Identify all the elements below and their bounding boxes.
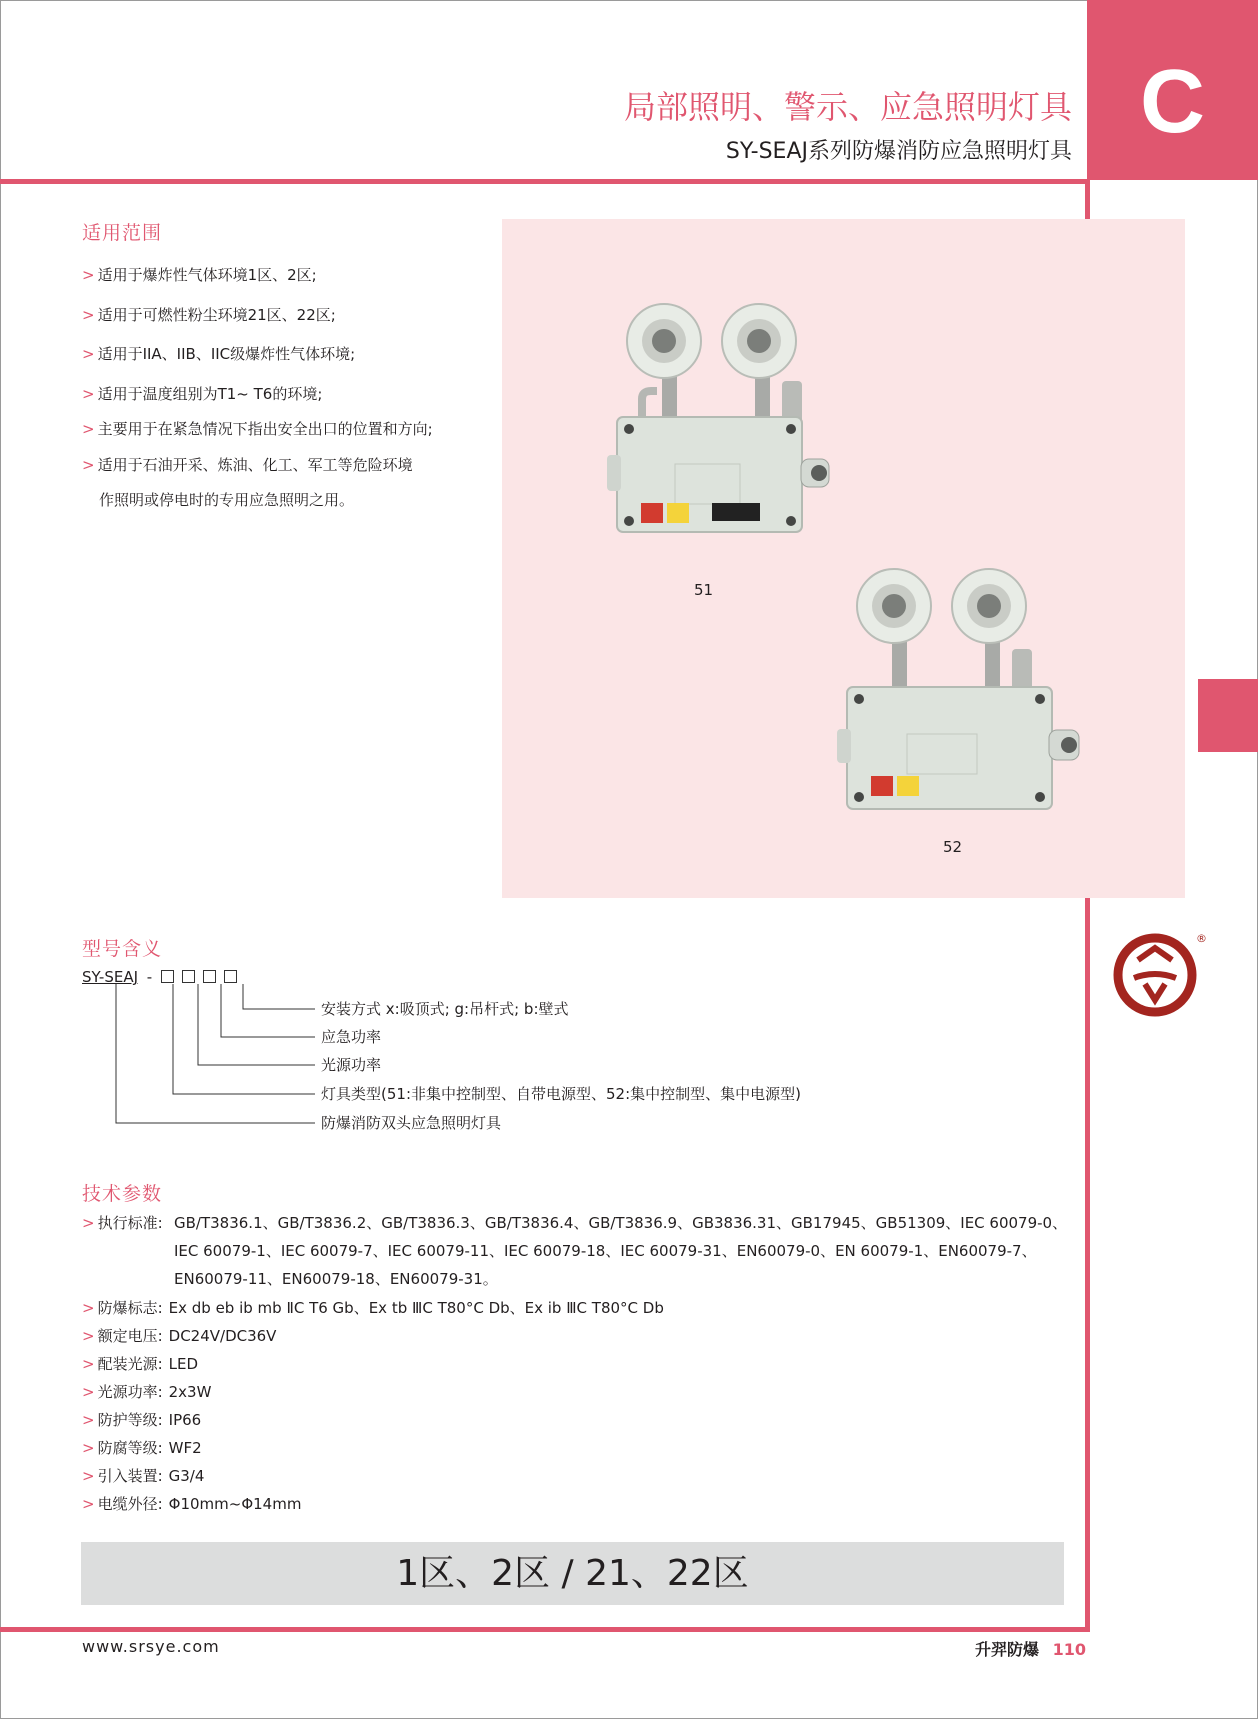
scope-item-continued: 作照明或停电时的专用应急照明之用。: [99, 491, 355, 509]
zone-banner-text: 1区、2区 / 21、22区: [396, 1553, 749, 1594]
param-standard-line: EN60079-11、EN60079-18、EN60079-31。: [174, 1270, 498, 1288]
scope-item: > 适用于爆炸性气体环境1区、2区;: [82, 266, 317, 284]
param-power: > 光源功率: 2x3W: [82, 1383, 212, 1401]
scope-title: 适用范围: [82, 222, 163, 244]
registered-mark: ®: [1196, 932, 1207, 945]
model-label-product: 防爆消防双头应急照明灯具: [321, 1114, 502, 1132]
section-letter: C: [1140, 52, 1205, 152]
footer-website[interactable]: www.srsye.com: [82, 1637, 220, 1656]
scope-item: > 主要用于在紧急情况下指出安全出口的位置和方向;: [82, 420, 433, 438]
model-label-emergency-power: 应急功率: [321, 1028, 382, 1046]
header-rule: [0, 179, 1090, 184]
zone-banner: [81, 1542, 1064, 1605]
param-cable: > 电缆外径: Φ10mm~Φ14mm: [82, 1495, 302, 1513]
param-entry: > 引入装置: G3/4: [82, 1467, 205, 1485]
company-logo: [1110, 930, 1200, 1020]
footer-brand-name: 升羿防爆: [975, 1640, 1040, 1659]
model-code-dash: -: [146, 968, 153, 986]
model-code-connectors: [0, 970, 330, 1130]
scope-item: > 适用于可燃性粉尘环境21区、22区;: [82, 306, 336, 324]
footer-rule: [0, 1627, 1090, 1632]
param-anticorrosion: > 防腐等级: WF2: [82, 1439, 202, 1457]
caption-51: 51: [694, 581, 714, 599]
emergency-light-51-image: [502, 219, 1185, 898]
side-tab: [1198, 679, 1258, 752]
model-label-light-power: 光源功率: [321, 1056, 382, 1074]
product-title: SY-SEAJ系列防爆消防应急照明灯具: [725, 139, 1072, 164]
param-standard-line: IEC 60079-1、IEC 60079-7、IEC 60079-11、IEC 60079-18、IEC 60079-31、EN60079-0、EN 60079-1、EN60079-7、: [174, 1242, 1037, 1260]
category-title: 局部照明、警示、应急照明灯具: [623, 88, 1072, 126]
footer-brand: [975, 1637, 1086, 1660]
param-voltage: > 额定电压: DC24V/DC36V: [82, 1327, 277, 1345]
param-protection: > 防护等级: IP66: [82, 1411, 202, 1429]
emergency-light-52: [837, 569, 1079, 809]
tech-title: 技术参数: [82, 1183, 163, 1205]
product-photo-panel: [502, 219, 1185, 898]
emergency-light-51: [607, 304, 829, 532]
scope-item: > 适用于温度组别为T1~ T6的环境;: [82, 385, 323, 403]
scope-item: > 适用于石油开采、炼油、化工、军工等危险环境: [82, 456, 413, 474]
page-number: 110: [1052, 1640, 1086, 1659]
model-title: 型号含义: [82, 938, 163, 960]
caption-52: 52: [943, 838, 963, 856]
model-label-type: 灯具类型(51:非集中控制型、自带电源型、52:集中控制型、集中电源型): [321, 1085, 801, 1103]
param-standard: > 执行标准:: [82, 1214, 163, 1232]
scope-item: > 适用于IIA、IIB、IIC级爆炸性气体环境;: [82, 345, 356, 363]
model-label-mounting: 安装方式 x:吸顶式; g:吊杆式; b:壁式: [321, 1000, 569, 1018]
model-code-prefix: SY-SEAJ: [82, 968, 139, 986]
param-light-source: > 配装光源: LED: [82, 1355, 199, 1373]
param-standard-line: GB/T3836.1、GB/T3836.2、GB/T3836.3、GB/T3836.4、GB/T3836.9、GB3836.31、GB17945、GB51309、IEC 60079-0、: [174, 1214, 1068, 1232]
param-ex-marking: > 防爆标志: Ex db eb ib mb ⅡC T6 Gb、Ex tb ⅢC T80°C Db、Ex ib ⅢC T80°C Db: [82, 1299, 664, 1317]
